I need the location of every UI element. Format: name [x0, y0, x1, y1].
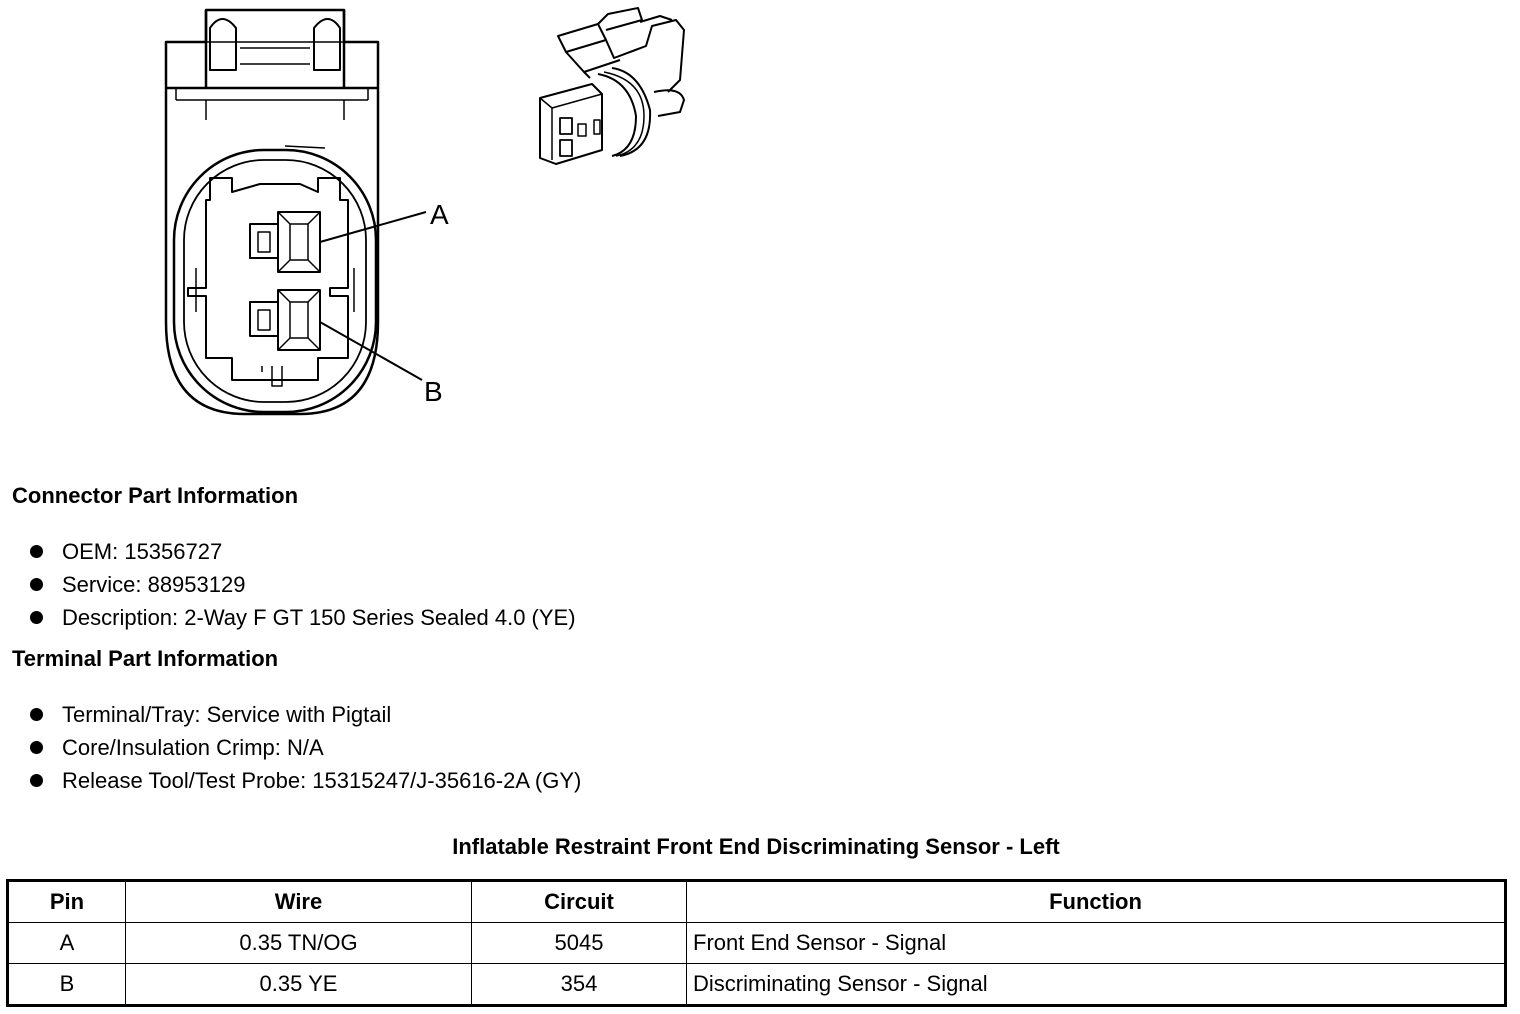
- list-item: [28, 731, 581, 764]
- terminal-crimp: Core/Insulation Crimp: N/A: [62, 735, 324, 760]
- cell-pin: A: [8, 923, 126, 964]
- connector-isometric-view: [540, 8, 684, 164]
- table-header-row: [8, 881, 1506, 923]
- list-item: [28, 568, 576, 601]
- terminal-release-tool: Release Tool/Test Probe: 15315247/J-35616-2A (GY): [62, 768, 582, 793]
- connector-service: Service: 88953129: [62, 572, 246, 597]
- header-function: Function: [687, 881, 1506, 923]
- bullet-icon: [30, 708, 43, 721]
- list-item: [28, 535, 576, 568]
- terminal-tray: Terminal/Tray: Service with Pigtail: [62, 702, 392, 727]
- table-row: [8, 964, 1506, 1006]
- cell-wire: 0.35 YE: [126, 964, 472, 1006]
- terminal-part-list: [28, 698, 581, 797]
- cell-function: Discriminating Sensor - Signal: [687, 964, 1506, 1006]
- pin-label-b: B: [424, 376, 443, 407]
- list-item: [28, 698, 581, 731]
- pin-label-a: A: [430, 199, 449, 230]
- header-pin: Pin: [8, 881, 126, 923]
- cell-circuit: 354: [472, 964, 687, 1006]
- connector-part-heading: Connector Part Information: [12, 483, 299, 508]
- bullet-icon: [30, 741, 43, 754]
- connector-part-list: [28, 535, 576, 634]
- connector-face-view: [166, 10, 426, 414]
- list-item: [28, 764, 581, 797]
- cell-pin: B: [8, 964, 126, 1006]
- bullet-icon: [30, 578, 43, 591]
- bullet-icon: [30, 774, 43, 787]
- connector-diagram: [0, 0, 1520, 440]
- pinout-table: [6, 879, 1507, 1007]
- cell-wire: 0.35 TN/OG: [126, 923, 472, 964]
- terminal-part-heading: Terminal Part Information: [12, 646, 279, 671]
- list-item: [28, 601, 576, 634]
- header-circuit: Circuit: [472, 881, 687, 923]
- cell-function: Front End Sensor - Signal: [687, 923, 1506, 964]
- cell-circuit: 5045: [472, 923, 687, 964]
- connector-oem: OEM: 15356727: [62, 539, 223, 564]
- header-wire: Wire: [126, 881, 472, 923]
- connector-description: Description: 2-Way F GT 150 Series Sealed 4.0 (YE): [62, 605, 576, 630]
- table-row: [8, 923, 1506, 964]
- bullet-icon: [30, 611, 43, 624]
- table-title: Inflatable Restraint Front End Discriminating Sensor - Left: [452, 834, 1060, 859]
- bullet-icon: [30, 545, 43, 558]
